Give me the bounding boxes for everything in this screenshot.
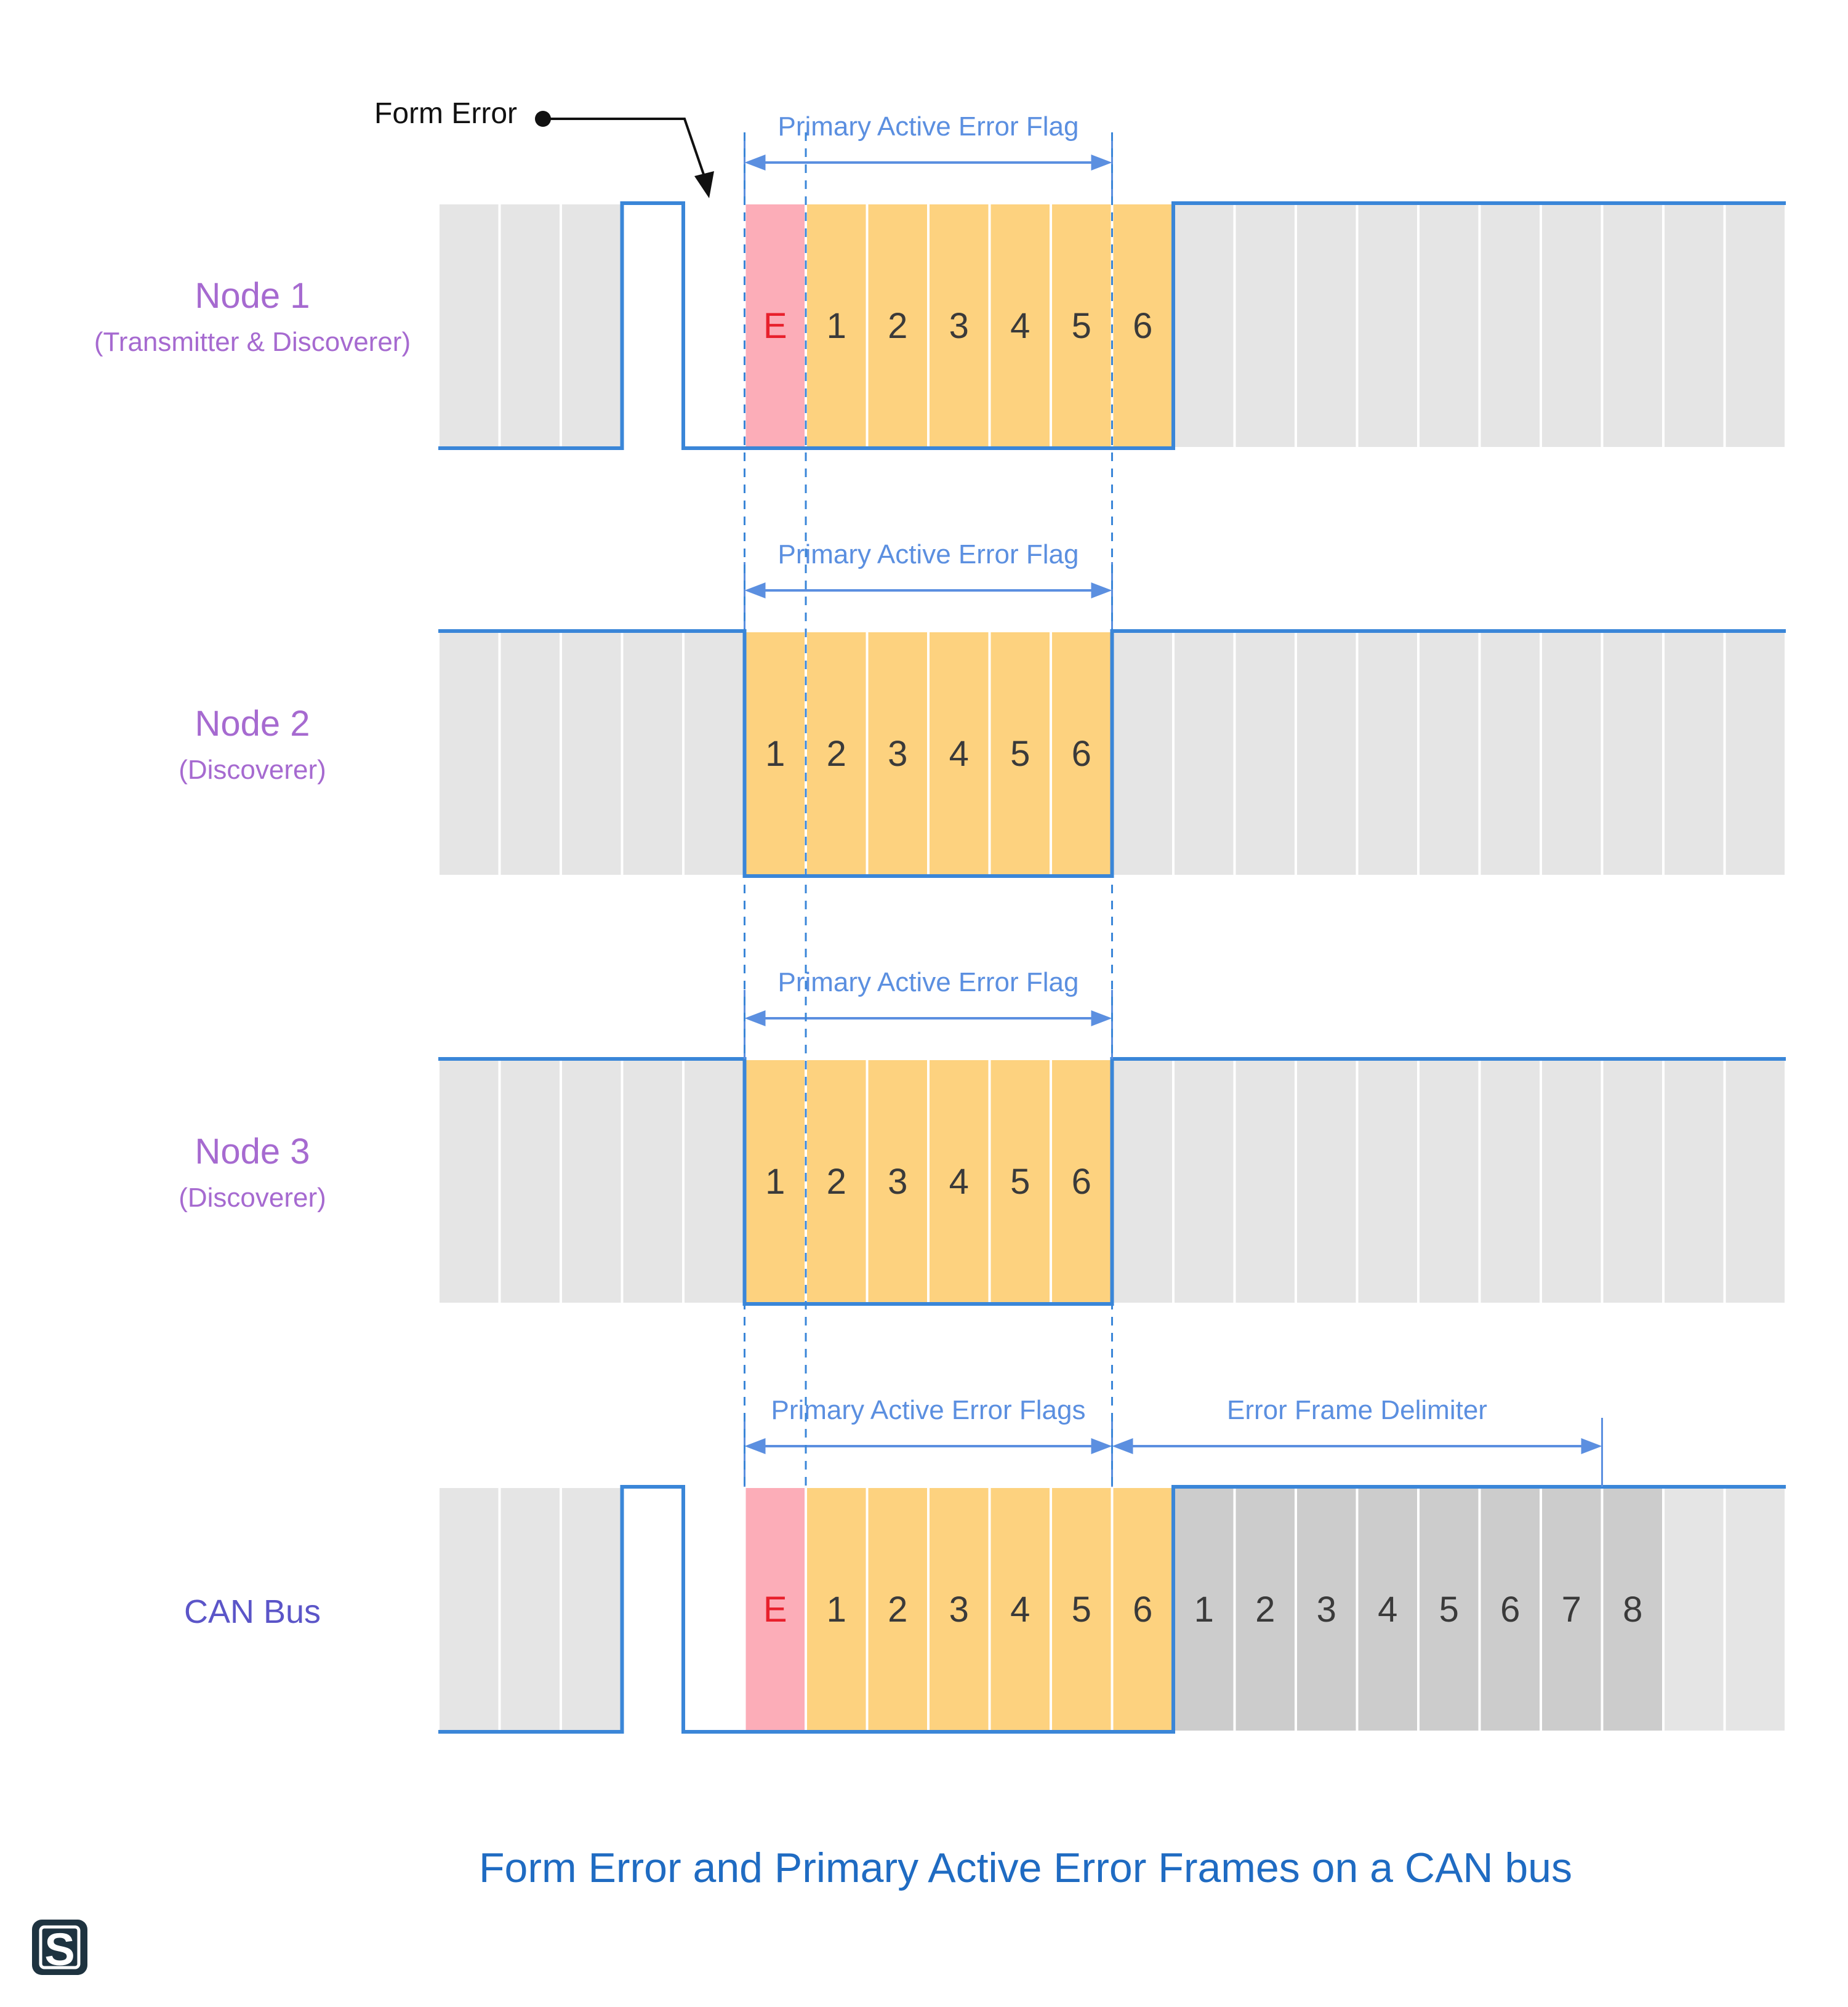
span-annotation [745, 111, 1112, 203]
bit-cell [1725, 631, 1786, 876]
diagram-title: Form Error and Primary Active Error Frames on a CAN bus [478, 1844, 1573, 1891]
bit-number: 3 [888, 734, 908, 774]
bit-cell [1235, 203, 1296, 448]
rows-layer [94, 111, 1786, 1732]
bit-cell [1418, 631, 1480, 876]
form-error-callout [374, 97, 714, 198]
bit-cell [683, 1487, 745, 1732]
bit-cell [1541, 631, 1602, 876]
bit-cell [1602, 631, 1664, 876]
bit-cell [1296, 631, 1357, 876]
brand-logo [32, 1920, 87, 1975]
svg-text:S: S [44, 1924, 75, 1975]
form-error-arrowhead [694, 171, 714, 198]
bit-cell [1663, 631, 1725, 876]
bit-number: 6 [1071, 734, 1091, 774]
bit-cell [1357, 631, 1419, 876]
bit-number: 4 [1378, 1590, 1398, 1630]
bit-cell [1296, 1059, 1357, 1304]
bit-cell [1173, 203, 1235, 448]
bit-cell [1541, 203, 1602, 448]
bit-number: 3 [888, 1162, 908, 1202]
bit-cell [500, 1487, 561, 1732]
span-arrow-head-right [1581, 1438, 1602, 1454]
bit-cell [1480, 1059, 1541, 1304]
bit-cell [622, 1487, 684, 1732]
span-arrow-head-right [1091, 1010, 1112, 1026]
span-arrow-head-right [1091, 155, 1112, 171]
bit-number: 1 [765, 1162, 785, 1202]
bit-cell [561, 631, 622, 876]
bit-number: 6 [1133, 306, 1153, 346]
bit-cell [1663, 1059, 1725, 1304]
bit-cell [1112, 631, 1174, 876]
span-annotation [1112, 1395, 1602, 1487]
bit-number: 5 [1071, 306, 1091, 346]
bit-cell [438, 631, 500, 876]
span-annotation [745, 1395, 1112, 1487]
span-arrow-head-left [745, 1010, 766, 1026]
bit-number: 5 [1439, 1590, 1459, 1630]
bit-cell [622, 203, 684, 448]
bit-number: 6 [1071, 1162, 1091, 1202]
span-annotation [745, 539, 1112, 631]
span-annotation [745, 967, 1112, 1059]
span-label: Primary Active Error Flag [777, 967, 1079, 997]
bit-cell [1480, 631, 1541, 876]
row-subtitle: (Discoverer) [179, 755, 326, 785]
bit-cell [561, 1059, 622, 1304]
bit-cell [1173, 1059, 1235, 1304]
bit-number: 1 [765, 734, 785, 774]
bit-cell [561, 1487, 622, 1732]
bit-cell [500, 203, 561, 448]
bit-cell [683, 631, 745, 876]
bit-cell [1663, 1487, 1725, 1732]
bit-number: 5 [1010, 734, 1030, 774]
span-arrow-head-right [1091, 1438, 1112, 1454]
form-error-label: Form Error [374, 97, 517, 130]
bit-cell [438, 203, 500, 448]
bit-number: 7 [1561, 1590, 1581, 1630]
row-name: Node 3 [195, 1132, 310, 1172]
bit-cell [438, 1487, 500, 1732]
bit-cell [500, 631, 561, 876]
span-arrow-head-left [745, 582, 766, 598]
bit-cell [561, 203, 622, 448]
bit-cell [1602, 203, 1664, 448]
row-3 [179, 967, 1786, 1304]
bit-cell [1357, 1059, 1419, 1304]
bit-number: 2 [826, 734, 846, 774]
bit-cell [683, 203, 745, 448]
bit-number: 1 [1194, 1590, 1214, 1630]
bit-cell [1602, 1059, 1664, 1304]
bit-number: 5 [1010, 1162, 1030, 1202]
bit-cell [1541, 1059, 1602, 1304]
bit-number: 2 [888, 306, 908, 346]
error-bit-label: E [763, 1590, 787, 1630]
bit-cell [683, 1059, 745, 1304]
bit-cell [1357, 203, 1419, 448]
span-label: Primary Active Error Flag [777, 111, 1079, 142]
bit-number: 2 [1255, 1590, 1276, 1630]
row-name: Node 1 [195, 276, 310, 316]
form-error-leader [543, 119, 705, 180]
bit-cell [1235, 631, 1296, 876]
bit-number: 3 [949, 1590, 969, 1630]
bit-cell [1480, 203, 1541, 448]
bit-number: 2 [826, 1162, 846, 1202]
bit-number: 5 [1071, 1590, 1091, 1630]
row-4 [184, 1395, 1786, 1732]
bit-cell [1418, 203, 1480, 448]
bit-number: 6 [1500, 1590, 1521, 1630]
bit-number: 1 [826, 306, 846, 346]
row-name: CAN Bus [183, 1593, 321, 1630]
span-label: Error Frame Delimiter [1227, 1395, 1487, 1425]
row-name: Node 2 [195, 704, 310, 744]
bit-number: 4 [1010, 306, 1030, 346]
bit-number: 6 [1133, 1590, 1153, 1630]
span-arrow-head-left [745, 155, 766, 171]
bit-number: 1 [826, 1590, 846, 1630]
span-arrow-head-left [745, 1438, 766, 1454]
span-arrow-head-right [1091, 582, 1112, 598]
row-subtitle: (Transmitter & Discoverer) [94, 327, 411, 357]
bit-cell [622, 631, 684, 876]
row-2 [179, 539, 1786, 876]
bit-cell [1235, 1059, 1296, 1304]
span-arrow-head-left [1112, 1438, 1133, 1454]
bit-number: 4 [949, 1162, 969, 1202]
span-label: Primary Active Error Flags [771, 1395, 1086, 1425]
bit-cell [1663, 203, 1725, 448]
bit-cell [1173, 631, 1235, 876]
row-1 [94, 111, 1786, 448]
bit-cell [1725, 1059, 1786, 1304]
bit-number: 3 [949, 306, 969, 346]
span-label: Primary Active Error Flag [777, 539, 1079, 569]
bit-number: 3 [1316, 1590, 1336, 1630]
bit-number: 8 [1623, 1590, 1643, 1630]
error-bit-label: E [763, 306, 787, 346]
bit-cell [1418, 1059, 1480, 1304]
bit-cell [1725, 203, 1786, 448]
bit-number: 4 [949, 734, 969, 774]
row-subtitle: (Discoverer) [179, 1183, 326, 1213]
bit-number: 2 [888, 1590, 908, 1630]
bit-cell [500, 1059, 561, 1304]
bit-number: 4 [1010, 1590, 1030, 1630]
bit-cell [438, 1059, 500, 1304]
bit-cell [1296, 203, 1357, 448]
bit-cell [1725, 1487, 1786, 1732]
bit-cell [1112, 1059, 1174, 1304]
bit-cell [622, 1059, 684, 1304]
